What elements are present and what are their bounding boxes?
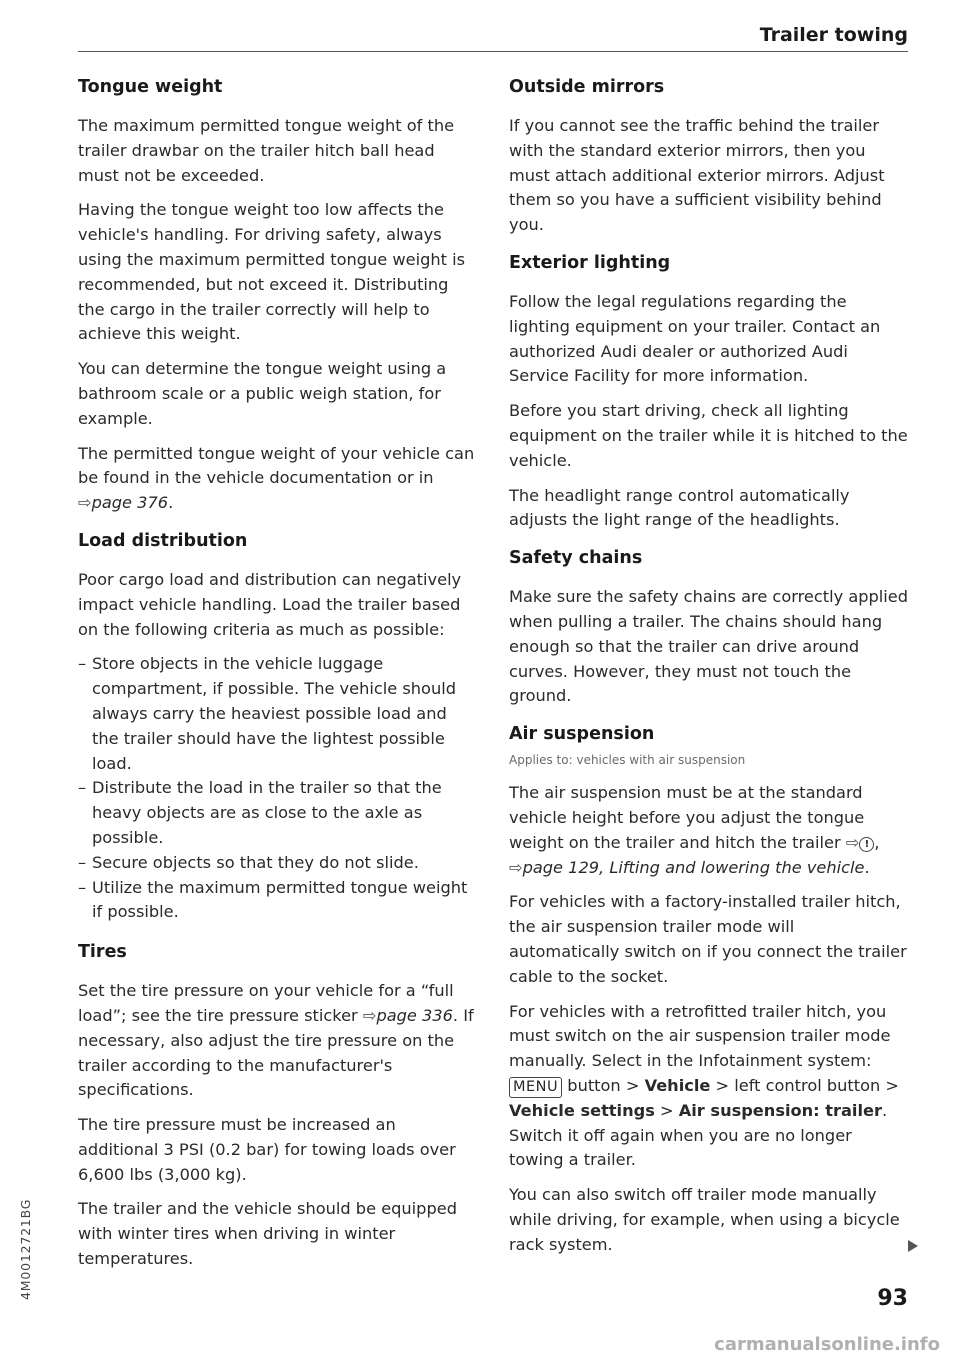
- heading-tires: Tires: [78, 942, 127, 963]
- heading-tongue-weight: Tongue weight: [78, 77, 223, 97]
- paragraph: You can also switch off trailer mode manually while driving, for example, when using a bicycle rack system.: [509, 1185, 900, 1254]
- section-load-distribution: [78, 526, 478, 925]
- paragraph: Having the tongue weight too low affects the vehicle's handling. For driving safety, always using the maximum permitted tongue weight is recommended, but not exceed it. Distributing the cargo in the trailer correctly will help to achieve this weight.: [78, 200, 466, 344]
- notice-icon: !: [859, 837, 874, 852]
- watermark: carmanualsonline.info: [714, 1334, 940, 1355]
- paragraph: The headlight range control automatically adjusts the light range of the headlights.: [509, 485, 850, 530]
- left-column: [78, 72, 478, 1282]
- list-item: – Distribute the load in the trailer so that the heavy objects are as close to the axle as possible.: [78, 776, 478, 850]
- paragraph: Poor cargo load and distribution can negatively impact vehicle handling. Load the trailer based on the following criteria as much as possible:: [78, 569, 462, 639]
- paragraph: For vehicles with a factory-installed trailer hitch, the air suspension trailer mode will automatically switch on if you connect the trailer cable to the socket.: [509, 892, 907, 986]
- paragraph: The maximum permitted tongue weight of the trailer drawbar on the trailer hitch ball head must not be exceeded.: [78, 116, 455, 185]
- page-number: 93: [877, 1286, 908, 1311]
- paragraph: Follow the legal regulations regarding the lighting equipment on your trailer. Contact an authorized Audi dealer or authorized Audi Service Facility for more information.: [509, 291, 881, 386]
- section-air-suspension: [509, 719, 909, 1257]
- list-item: – Secure objects so that they do not slide.: [78, 851, 478, 876]
- applies-to-note: Applies to: vehicles with air suspension: [509, 753, 746, 768]
- continue-arrow-icon: [908, 1240, 918, 1252]
- list-item: – Store objects in the vehicle luggage compartment, if possible. The vehicle should always carry the heaviest possible load and the trailer should have the lightest possible load.: [78, 652, 478, 776]
- section-tongue-weight: [78, 72, 478, 516]
- section-safety-chains: [509, 543, 909, 709]
- heading-air-suspension: Air suspension: [509, 724, 655, 745]
- paragraph: Make sure the safety chains are correctly applied when pulling a trailer. The chains should hang enough so that the trailer can drive around curves. However, they must not touch the ground.: [509, 587, 909, 706]
- document-code: 4M0012721BG: [18, 1198, 33, 1300]
- header-rule: [78, 51, 908, 52]
- paragraph: The air suspension must be at the standard vehicle height before you adjust the tongue weight on the trailer and hitch the trailer ⇨ ! , ⇨page 129, Lifting and lowering the vehicle.: [509, 783, 880, 877]
- arrow-right-icon: ⇨: [509, 857, 523, 877]
- page-reference-link[interactable]: ⇨page 376: [78, 493, 169, 513]
- page-reference-link[interactable]: ⇨page 336: [362, 1005, 453, 1025]
- heading-outside-mirrors: Outside mirrors: [509, 77, 665, 97]
- arrow-right-icon: ⇨: [78, 493, 92, 513]
- paragraph: The tire pressure must be increased an additional 3 PSI (0.2 bar) for towing loads over 6,600 lbs (3,000 kg).: [78, 1115, 456, 1184]
- paragraph: Set the tire pressure on your vehicle for a “full load”; see the tire pressure sticker ⇨page 336. If necessary, also adjust the tire pressure on the trailer according to the manufacturer's specifications.: [78, 981, 474, 1100]
- heading-load-distribution: Load distribution: [78, 530, 248, 551]
- paragraph: If you cannot see the traffic behind the trailer with the standard exterior mirrors, then you must attach additional exterior mirrors. Adjust them so you have a sufficient visibility behind you.: [509, 116, 885, 235]
- paragraph: For vehicles with a retrofitted trailer hitch, you must switch on the air suspension trailer mode manually. Select in the Infotainment system: MENU button > Vehicle > left control button > Vehicle settings > Air suspension: trailer. Switch it off again when you are no longer towing a trailer.: [509, 1001, 899, 1170]
- right-column: [509, 72, 909, 1267]
- arrow-right-icon: ⇨: [845, 832, 860, 852]
- list-item: – Utilize the maximum permitted tongue weight if possible.: [78, 876, 478, 926]
- paragraph: Before you start driving, check all lighting equipment on the trailer while it is hitched to the vehicle.: [509, 401, 908, 470]
- paragraph: The permitted tongue weight of your vehicle can be found in the vehicle documentation or in ⇨page 376.: [78, 443, 475, 513]
- load-list: [78, 652, 478, 925]
- section-exterior-lighting: [509, 248, 909, 533]
- menu-key-label: MENU: [509, 1077, 562, 1098]
- notice-reference-link[interactable]: [846, 833, 875, 852]
- page-reference-link[interactable]: ⇨page 129, Lifting and lowering the vehicle: [509, 857, 865, 877]
- paragraph: The trailer and the vehicle should be equipped with winter tires when driving in winter temperatures.: [78, 1199, 457, 1269]
- paragraph: You can determine the tongue weight using a bathroom scale or a public weigh station, for example.: [78, 359, 447, 428]
- section-outside-mirrors: [509, 72, 909, 238]
- arrow-right-icon: ⇨: [362, 1005, 377, 1025]
- heading-exterior-lighting: Exterior lighting: [509, 252, 671, 273]
- section-tires: [78, 937, 478, 1272]
- heading-safety-chains: Safety chains: [509, 548, 643, 569]
- page-header-title: Trailer towing: [759, 24, 908, 46]
